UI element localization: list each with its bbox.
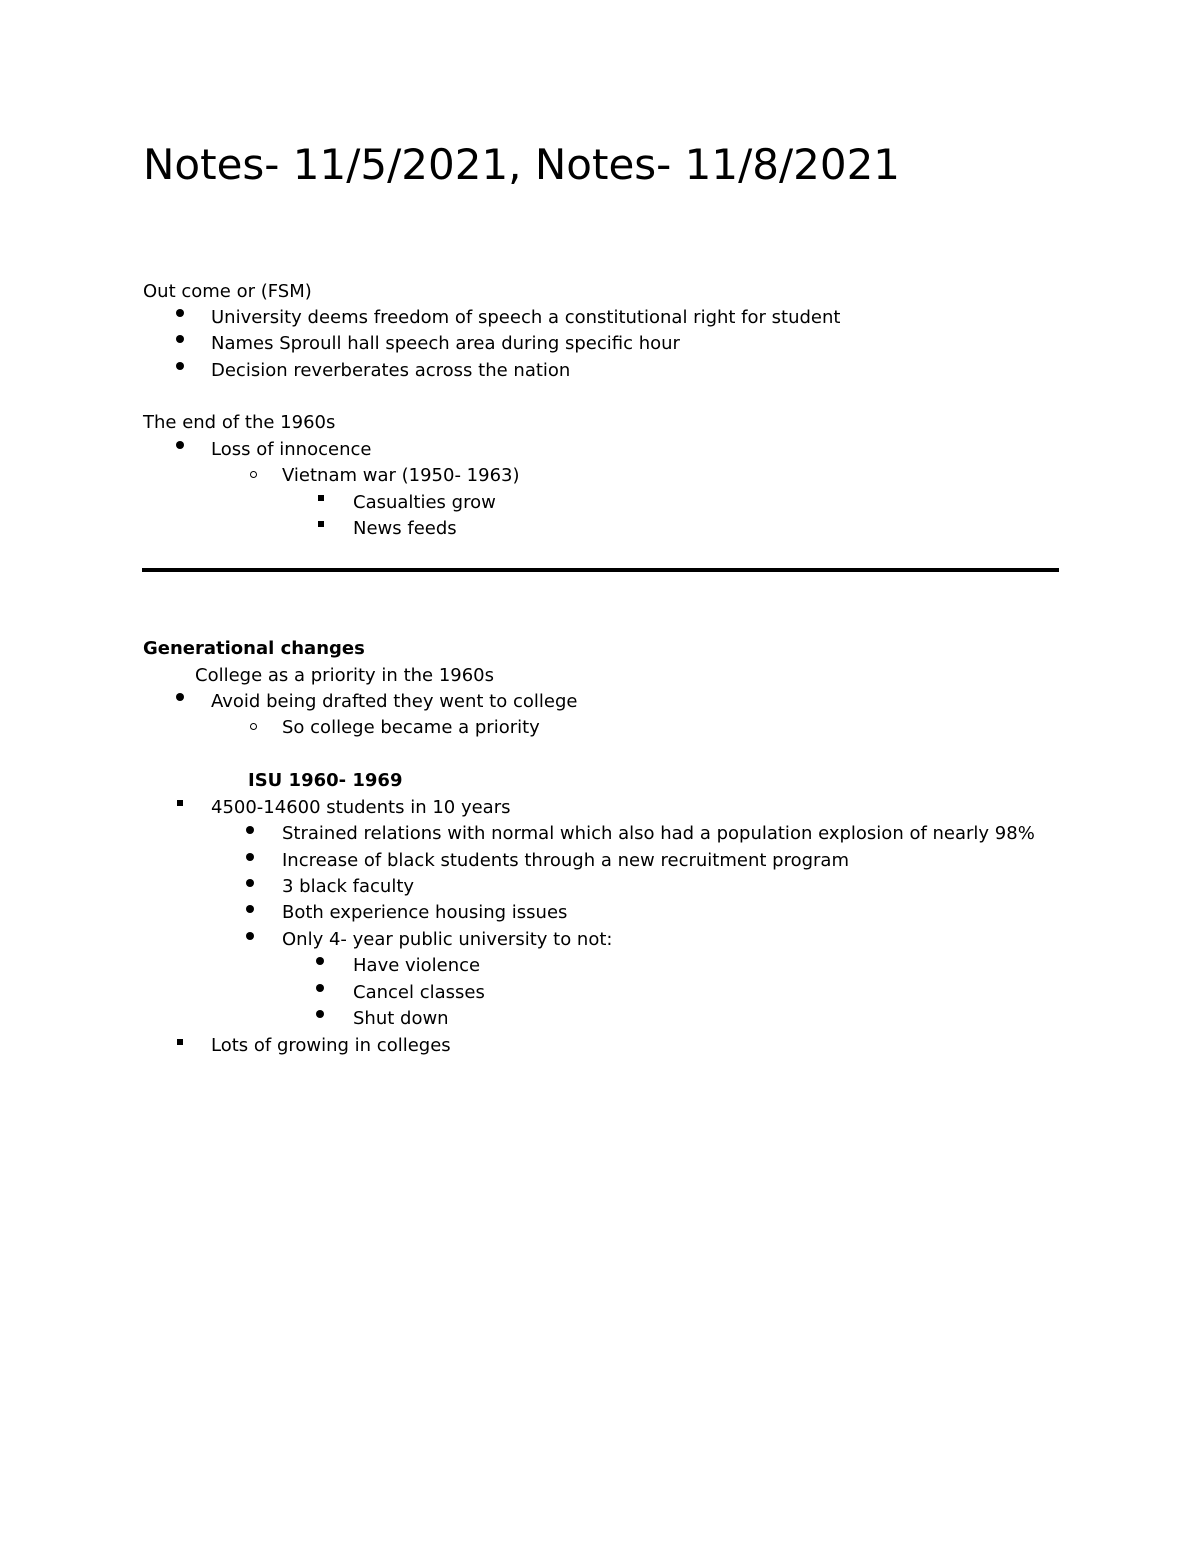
bullet-dot-icon — [176, 335, 184, 343]
bullet-square-icon — [177, 1039, 183, 1045]
list-item: News feeds — [353, 518, 457, 539]
section-heading-1960s: The end of the 1960s — [143, 412, 336, 433]
bullet-circle-icon — [250, 471, 257, 478]
list-item: Casualties grow — [353, 492, 496, 513]
list-item: 3 black faculty — [282, 876, 415, 897]
list-item: Avoid being drafted they went to college — [211, 691, 578, 712]
bullet-dot-icon — [246, 879, 254, 887]
horizontal-divider — [142, 568, 1059, 572]
list-item: 4500-14600 students in 10 years — [211, 797, 511, 818]
list-item: Loss of innocence — [211, 439, 372, 460]
list-item: Only 4- year public university to not: — [282, 929, 613, 950]
bullet-square-icon — [318, 495, 324, 501]
section-heading-isu: ISU 1960- 1969 — [248, 770, 403, 791]
bullet-circle-icon — [250, 723, 257, 730]
list-item: Cancel classes — [353, 982, 485, 1003]
list-item: So college became a priority — [282, 717, 540, 738]
list-item: Increase of black students through a new recruitment program — [282, 850, 849, 871]
bullet-dot-icon — [176, 693, 184, 701]
bullet-dot-icon — [246, 853, 254, 861]
bullet-square-icon — [177, 800, 183, 806]
list-item: Lots of growing in colleges — [211, 1035, 451, 1056]
bullet-dot-icon — [176, 362, 184, 370]
list-item: Strained relations with normal which also had a population explosion of nearly 98% — [282, 823, 1035, 844]
section-heading-fsm: Out come or (FSM) — [143, 281, 312, 302]
bullet-dot-icon — [176, 309, 184, 317]
list-item: Both experience housing issues — [282, 902, 568, 923]
bullet-dot-icon — [316, 1010, 324, 1018]
list-item: University deems freedom of speech a constitutional right for student — [211, 307, 841, 328]
list-item: Shut down — [353, 1008, 449, 1029]
bullet-dot-icon — [246, 932, 254, 940]
bullet-dot-icon — [246, 826, 254, 834]
list-item: Decision reverberates across the nation — [211, 360, 571, 381]
bullet-dot-icon — [316, 984, 324, 992]
bullet-dot-icon — [176, 441, 184, 449]
bullet-dot-icon — [316, 957, 324, 965]
page-title: Notes- 11/5/2021, Notes- 11/8/2021 — [143, 140, 901, 189]
bullet-dot-icon — [246, 905, 254, 913]
section-subheading: College as a priority in the 1960s — [195, 665, 495, 686]
list-item: Vietnam war (1950- 1963) — [282, 465, 520, 486]
bullet-square-icon — [318, 521, 324, 527]
list-item: Have violence — [353, 955, 481, 976]
section-heading-generational: Generational changes — [143, 638, 365, 659]
list-item: Names Sproull hall speech area during specific hour — [211, 333, 680, 354]
